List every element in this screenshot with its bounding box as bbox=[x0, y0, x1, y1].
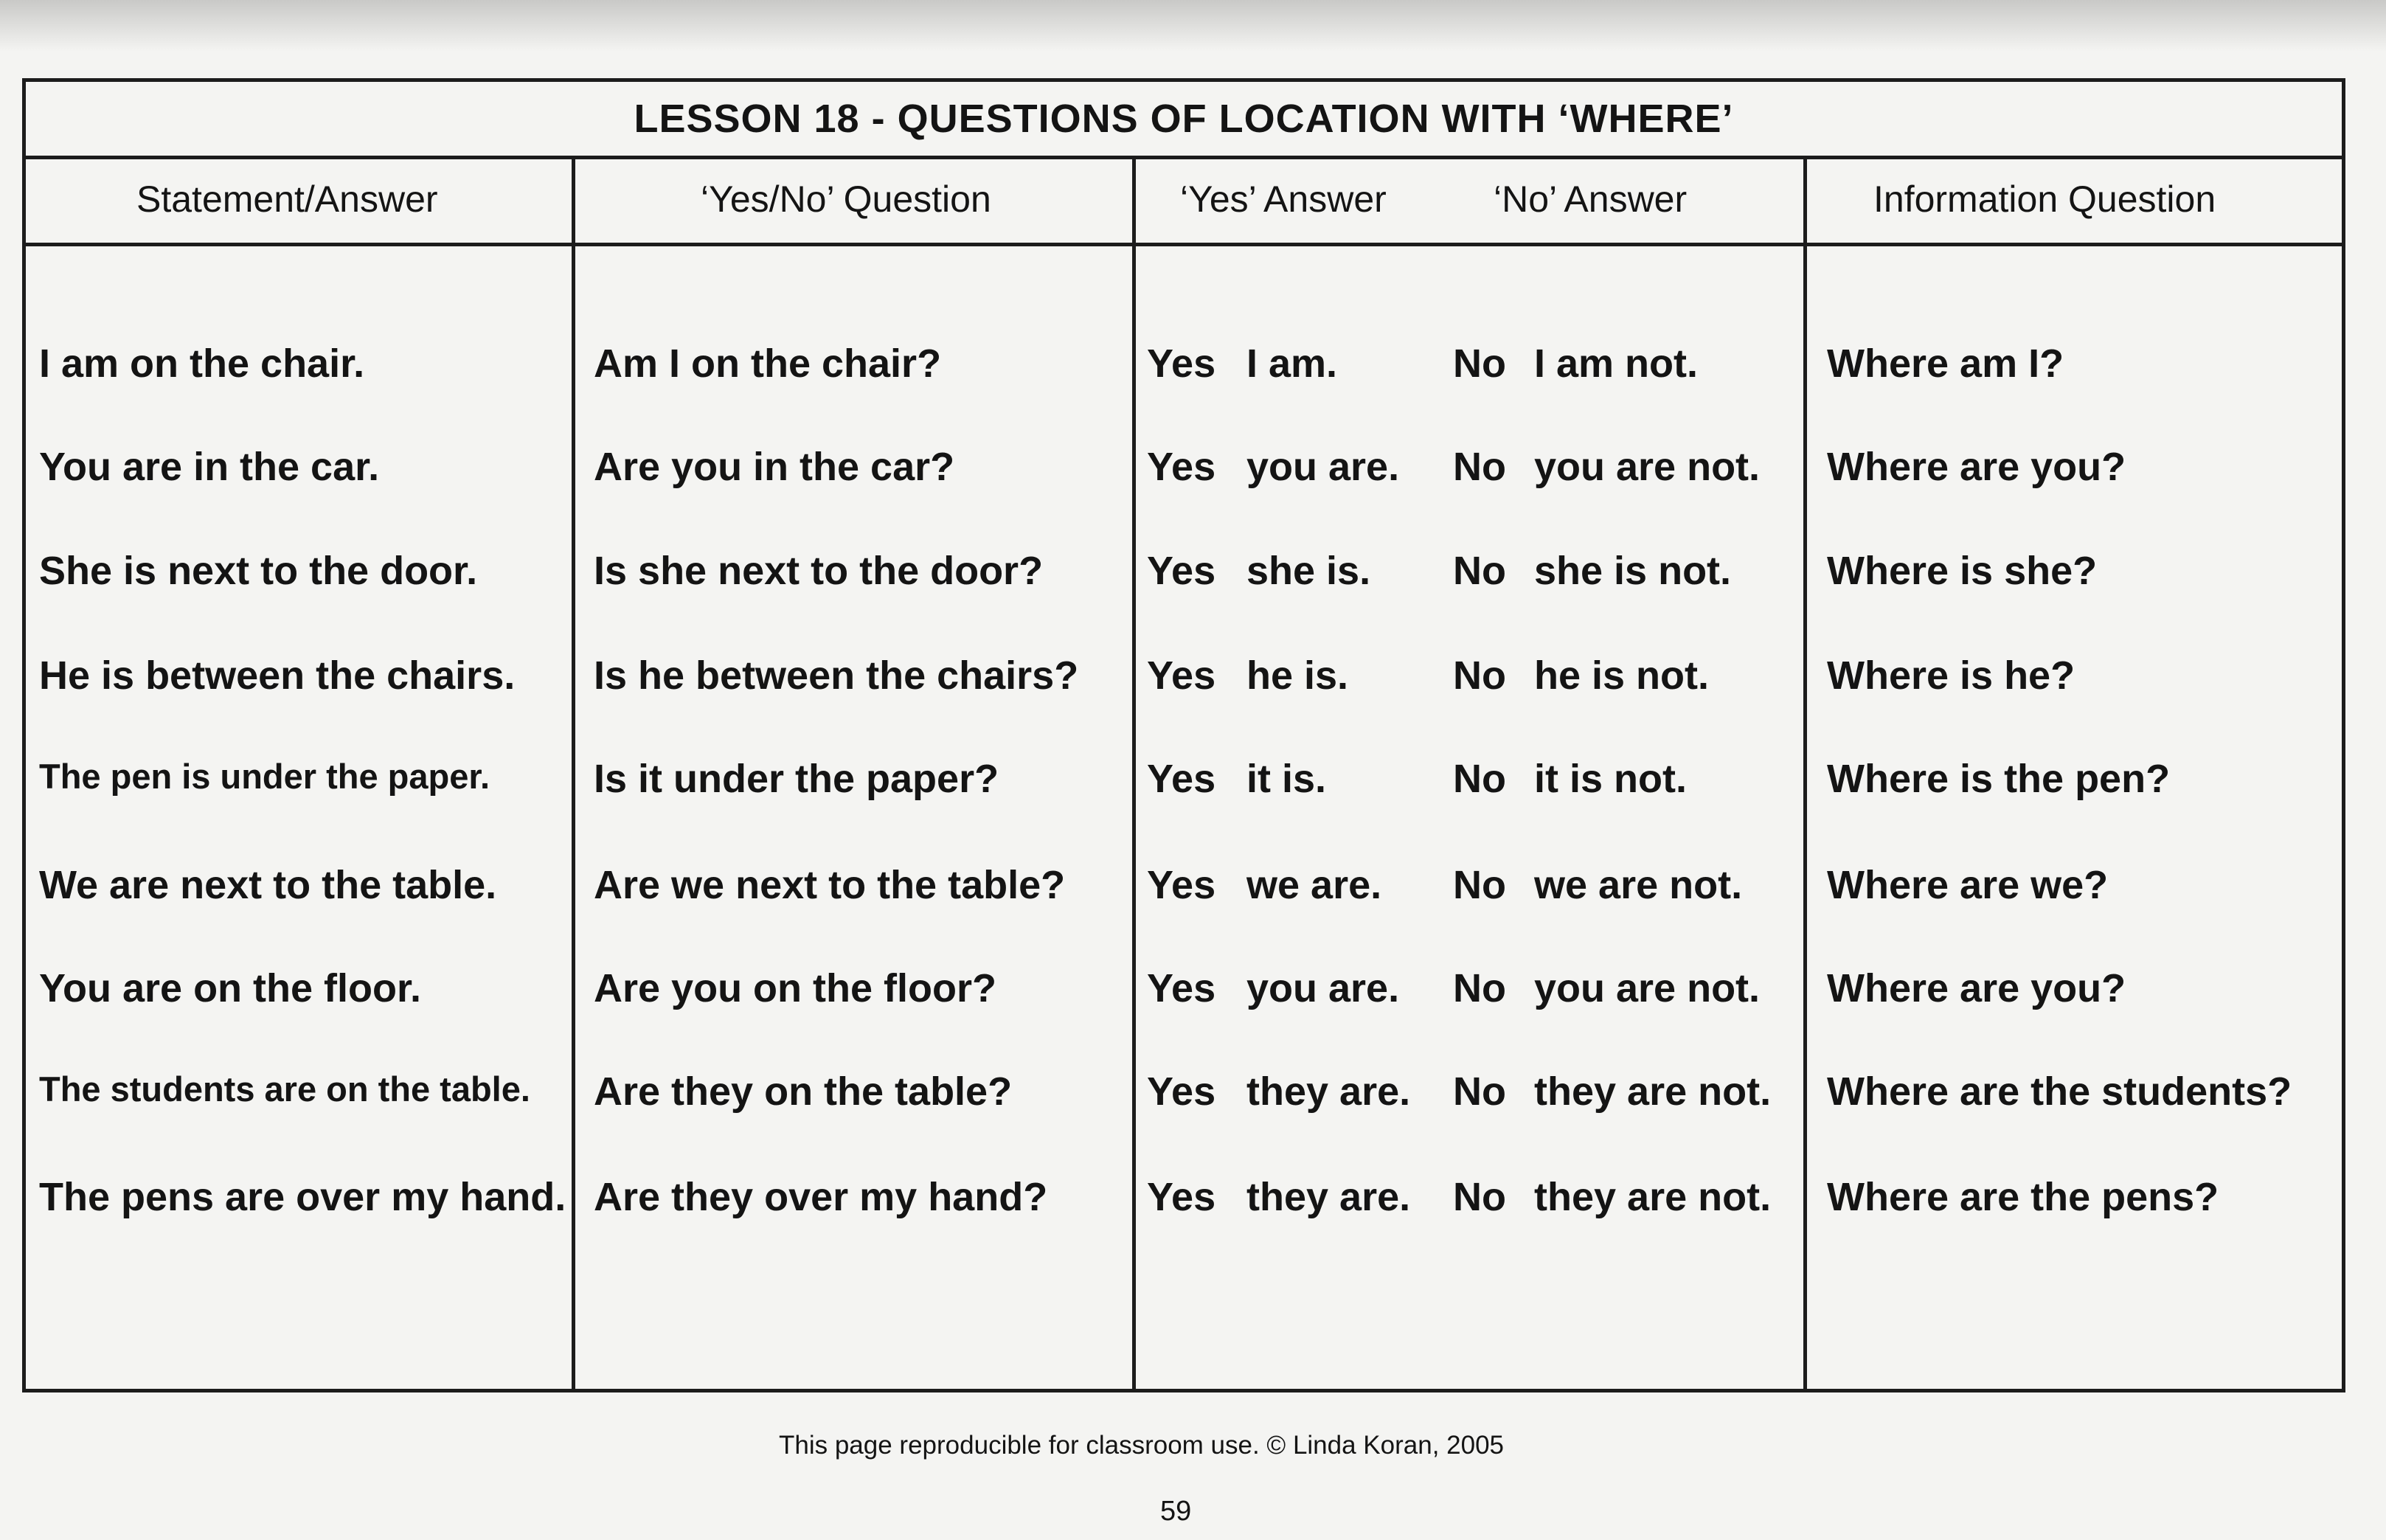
yes-word: Yes bbox=[1147, 445, 1216, 489]
yesno-question-cell: Is she next to the door? bbox=[594, 549, 1044, 593]
header-statement: Statement/Answer bbox=[136, 178, 438, 220]
lesson-title: LESSON 18 - QUESTIONS OF LOCATION WITH ‘WHERE’ bbox=[26, 82, 2342, 159]
header-yesno-question: ‘Yes/No’ Question bbox=[701, 178, 991, 220]
column-divider bbox=[1132, 156, 1136, 1389]
yes-answer-cell: it is. bbox=[1246, 757, 1327, 801]
copyright-note: This page reproducible for classroom use. © Linda Koran, 2005 bbox=[779, 1431, 1505, 1460]
yesno-question-cell: Are you on the floor? bbox=[594, 966, 996, 1010]
info-question-cell: Where are you? bbox=[1827, 966, 2126, 1010]
yesno-question-cell: Are you in the car? bbox=[594, 445, 955, 489]
no-word: No bbox=[1453, 1175, 1506, 1219]
yes-answer-cell: she is. bbox=[1246, 549, 1371, 593]
info-question-cell: Where is she? bbox=[1827, 549, 2098, 593]
yes-word: Yes bbox=[1147, 549, 1216, 593]
info-question-cell: Where is he? bbox=[1827, 653, 2075, 698]
yes-answer-cell: we are. bbox=[1246, 863, 1382, 907]
no-word: No bbox=[1453, 653, 1506, 698]
no-answer-cell: it is not. bbox=[1534, 757, 1687, 801]
header-info-question: Information Question bbox=[1873, 178, 2216, 220]
yes-word: Yes bbox=[1147, 966, 1216, 1010]
yes-answer-cell: they are. bbox=[1246, 1069, 1411, 1114]
no-word: No bbox=[1453, 445, 1506, 489]
no-word: No bbox=[1453, 341, 1506, 386]
yes-word: Yes bbox=[1147, 757, 1216, 801]
info-question-cell: Where are the students? bbox=[1827, 1069, 2292, 1114]
no-answer-cell: I am not. bbox=[1534, 341, 1699, 386]
header-no-answer: ‘No’ Answer bbox=[1494, 178, 1688, 220]
no-word: No bbox=[1453, 966, 1506, 1010]
no-answer-cell: you are not. bbox=[1534, 966, 1761, 1010]
statement-cell: He is between the chairs. bbox=[39, 653, 516, 698]
info-question-cell: Where is the pen? bbox=[1827, 757, 2171, 801]
yesno-question-cell: Is he between the chairs? bbox=[594, 653, 1079, 698]
header-yes-answer: ‘Yes’ Answer bbox=[1180, 178, 1387, 220]
yes-answer-cell: I am. bbox=[1246, 341, 1338, 386]
no-answer-cell: she is not. bbox=[1534, 549, 1732, 593]
info-question-cell: Where am I? bbox=[1827, 341, 2064, 386]
lesson-table bbox=[22, 78, 2345, 1392]
column-divider bbox=[572, 156, 575, 1389]
yesno-question-cell: Are we next to the table? bbox=[594, 863, 1066, 907]
yes-word: Yes bbox=[1147, 1175, 1216, 1219]
yes-word: Yes bbox=[1147, 341, 1216, 386]
statement-cell: I am on the chair. bbox=[39, 341, 365, 386]
no-answer-cell: they are not. bbox=[1534, 1175, 1772, 1219]
column-divider bbox=[1803, 156, 1807, 1389]
yes-answer-cell: you are. bbox=[1246, 966, 1400, 1010]
yesno-question-cell: Am I on the chair? bbox=[594, 341, 942, 386]
statement-cell: The pens are over my hand. bbox=[39, 1175, 566, 1219]
no-answer-cell: he is not. bbox=[1534, 653, 1710, 698]
statement-cell: You are in the car. bbox=[39, 445, 380, 489]
no-answer-cell: we are not. bbox=[1534, 863, 1743, 907]
info-question-cell: Where are we? bbox=[1827, 863, 2109, 907]
yes-word: Yes bbox=[1147, 863, 1216, 907]
info-question-cell: Where are you? bbox=[1827, 445, 2126, 489]
yes-answer-cell: you are. bbox=[1246, 445, 1400, 489]
statement-cell: We are next to the table. bbox=[39, 863, 497, 907]
info-question-cell: Where are the pens? bbox=[1827, 1175, 2219, 1219]
yes-word: Yes bbox=[1147, 1069, 1216, 1114]
yes-word: Yes bbox=[1147, 653, 1216, 698]
no-word: No bbox=[1453, 757, 1506, 801]
statement-cell: She is next to the door. bbox=[39, 549, 478, 593]
page-number: 59 bbox=[1160, 1496, 1192, 1527]
yesno-question-cell: Is it under the paper? bbox=[594, 757, 999, 801]
no-word: No bbox=[1453, 549, 1506, 593]
yes-answer-cell: they are. bbox=[1246, 1175, 1411, 1219]
yes-answer-cell: he is. bbox=[1246, 653, 1349, 698]
yesno-question-cell: Are they over my hand? bbox=[594, 1175, 1048, 1219]
scan-edge-shadow bbox=[0, 0, 2386, 52]
no-answer-cell: you are not. bbox=[1534, 445, 1761, 489]
yesno-question-cell: Are they on the table? bbox=[594, 1069, 1013, 1114]
no-word: No bbox=[1453, 1069, 1506, 1114]
statement-cell: The students are on the table. bbox=[39, 1069, 530, 1109]
no-word: No bbox=[1453, 863, 1506, 907]
statement-cell: You are on the floor. bbox=[39, 966, 422, 1010]
statement-cell: The pen is under the paper. bbox=[39, 757, 490, 796]
no-answer-cell: they are not. bbox=[1534, 1069, 1772, 1114]
